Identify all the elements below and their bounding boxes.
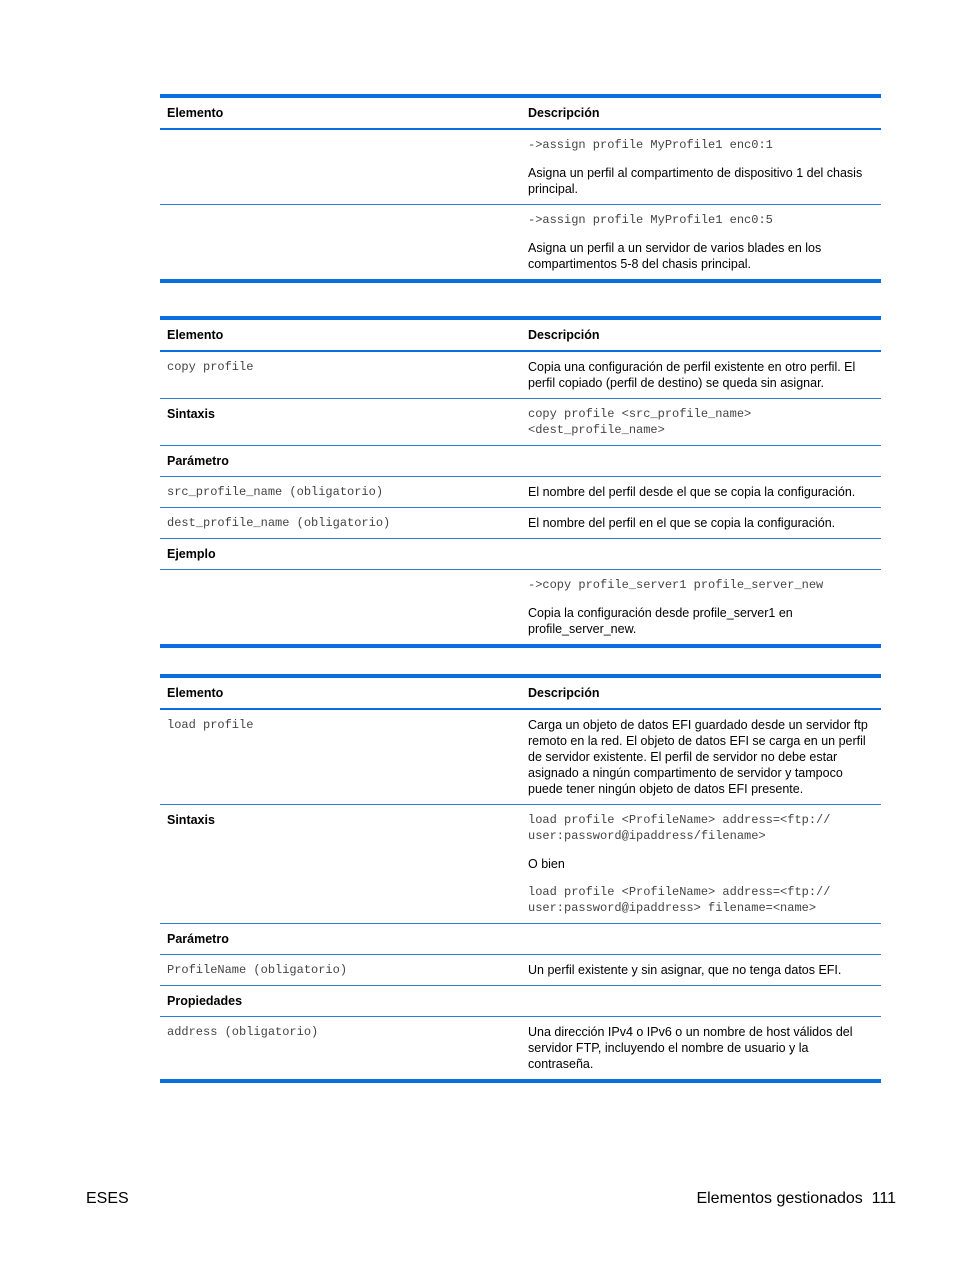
example-code: ->assign profile MyProfile1 enc0:5	[528, 213, 773, 227]
syntax-label: Sintaxis	[160, 805, 521, 924]
table-row	[160, 709, 881, 805]
description-cell	[521, 129, 881, 205]
example-code: ->assign profile MyProfile1 enc0:1	[528, 138, 773, 152]
table-header-row	[160, 96, 881, 129]
table-row	[160, 205, 881, 282]
syntax-label: Sintaxis	[160, 399, 521, 446]
parameter-label: Parámetro	[160, 446, 521, 477]
column-header-description: Descripción	[521, 96, 881, 129]
description-cell	[521, 205, 881, 282]
column-header-element: Elemento	[160, 676, 521, 709]
command-description: Carga un objeto de datos EFI guardado desde un servidor ftp remoto en la red. El objeto de datos EFI se carga en un perfil de servidor existente. El perfil de servidor no debe estar asignado a ningún compartimento de servidor y tampoco puede tener ningún objeto de datos EFI presente.	[521, 709, 881, 805]
table-header-row	[160, 318, 881, 351]
footer-section: Elementos gestionados	[696, 1190, 863, 1207]
example-text: Asigna un perfil a un servidor de varios blades en los compartimentos 5-8 del chasis principal.	[528, 241, 822, 271]
footer-locale: ESES	[86, 1190, 129, 1207]
table-row	[160, 539, 881, 570]
example-code: ->copy profile_server1 profile_server_new	[528, 578, 824, 592]
column-header-element: Elemento	[160, 318, 521, 351]
command-name: load profile	[160, 709, 521, 805]
table-row	[160, 924, 881, 955]
copy-profile-table	[160, 316, 881, 648]
table-row	[160, 570, 881, 647]
table-row	[160, 477, 881, 508]
parameter-description: Un perfil existente y sin asignar, que no tenga datos EFI.	[521, 955, 881, 986]
table-row	[160, 129, 881, 205]
parameter-name: src_profile_name (obligatorio)	[160, 477, 521, 508]
parameter-name: dest_profile_name (obligatorio)	[160, 508, 521, 539]
parameter-description: El nombre del perfil desde el que se copia la configuración.	[521, 477, 881, 508]
table-row	[160, 1017, 881, 1082]
example-label: Ejemplo	[160, 539, 521, 570]
description-cell	[521, 570, 881, 647]
parameter-description: El nombre del perfil en el que se copia la configuración.	[521, 508, 881, 539]
syntax-alternative-label: O bien	[528, 857, 565, 871]
table-row	[160, 986, 881, 1017]
footer-section-page	[696, 1190, 896, 1208]
parameter-label: Parámetro	[160, 924, 521, 955]
load-profile-table	[160, 674, 881, 1083]
description-cell	[521, 805, 881, 924]
syntax-code: copy profile <src_profile_name> <dest_profile_name>	[521, 399, 881, 446]
column-header-element: Elemento	[160, 96, 521, 129]
syntax-code: load profile <ProfileName> address=<ftp:// user:password@ipaddress> filename=<name>	[528, 885, 831, 915]
table-row	[160, 446, 881, 477]
table-row	[160, 508, 881, 539]
parameter-name: ProfileName (obligatorio)	[160, 955, 521, 986]
properties-label: Propiedades	[160, 986, 521, 1017]
assign-profile-table	[160, 94, 881, 283]
property-name: address (obligatorio)	[160, 1017, 521, 1082]
example-text: Copia la configuración desde profile_server1 en profile_server_new.	[528, 606, 793, 636]
command-description: Copia una configuración de perfil existente en otro perfil. El perfil copiado (perfil de destino) se queda sin asignar.	[521, 351, 881, 399]
table-row	[160, 399, 881, 446]
table-row	[160, 955, 881, 986]
table-row	[160, 351, 881, 399]
command-name: copy profile	[160, 351, 521, 399]
table-header-row	[160, 676, 881, 709]
table-row	[160, 805, 881, 924]
property-description: Una dirección IPv4 o IPv6 o un nombre de host válidos del servidor FTP, incluyendo el nombre de usuario y la contraseña.	[521, 1017, 881, 1082]
column-header-description: Descripción	[521, 676, 881, 709]
syntax-code: load profile <ProfileName> address=<ftp:// user:password@ipaddress/filename>	[528, 813, 831, 843]
element-cell	[160, 129, 521, 205]
column-header-description: Descripción	[521, 318, 881, 351]
example-text: Asigna un perfil al compartimento de dispositivo 1 del chasis principal.	[528, 166, 863, 196]
page-number: 111	[871, 1190, 896, 1207]
element-cell	[160, 205, 521, 282]
